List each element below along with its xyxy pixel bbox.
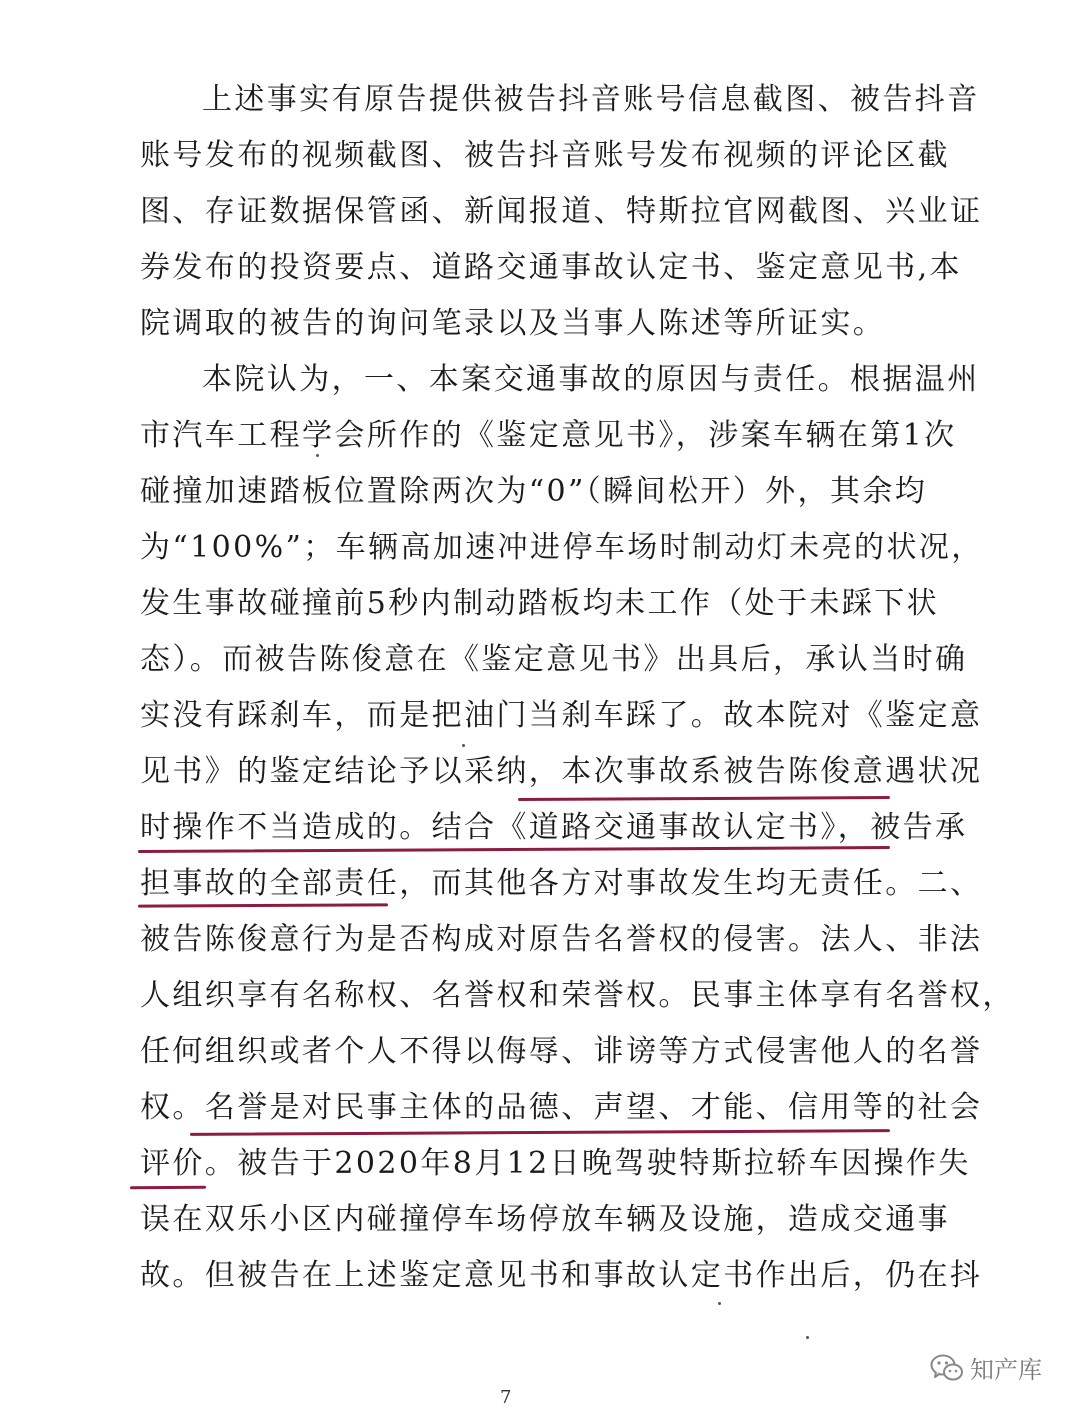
text-line-11: 态）。而被告陈俊意在《鉴定意见书》出具后，承认当时确 <box>140 642 968 677</box>
text-line-17: 人组织享有名称权、名誉权和荣誉权。民事主体享有名誉权， <box>140 978 1015 1013</box>
highlight-underline-4 <box>190 1129 890 1136</box>
scan-speck <box>316 454 319 457</box>
page-number: 7 <box>500 1387 512 1408</box>
watermark-text: 知产库 <box>970 1356 1042 1384</box>
scan-speck <box>462 744 465 747</box>
text-line-13: 见书》的鉴定结论予以采纳，本次事故系被告陈俊意遇状况 <box>140 754 983 789</box>
text-line-12: 实没有踩刹车，而是把油门当刹车踩了。故本院对《鉴定意 <box>140 698 983 733</box>
scan-speck <box>806 1336 809 1339</box>
scan-speck <box>718 1302 721 1305</box>
text-line-2: 账号发布的视频截图、被告抖音账号发布视频的评论区截 <box>140 138 950 173</box>
text-line-19: 权。名誉是对民事主体的品德、声望、才能、信用等的社会 <box>140 1090 983 1125</box>
text-line-18: 任何组织或者个人不得以侮辱、诽谤等方式侵害他人的名誉 <box>140 1034 983 1069</box>
text-line-8: 碰撞加速踏板位置除两次为“0”（瞬间松开）外，其余均 <box>140 474 928 509</box>
highlight-underline-5 <box>130 1186 206 1189</box>
text-line-6: 本院认为，一、本案交通事故的原因与责任。根据温州 <box>202 362 980 397</box>
text-line-16: 被告陈俊意行为是否构成对原告名誉权的侵害。法人、非法 <box>140 922 983 957</box>
text-line-14: 时操作不当造成的。结合《道路交通事故认定书》，被告承 <box>140 810 968 845</box>
highlight-underline-3 <box>138 903 388 907</box>
watermark <box>930 1350 1042 1385</box>
text-line-3: 图、存证数据保管函、新闻报道、特斯拉官网截图、兴业证 <box>140 194 983 229</box>
text-line-1: 上述事实有原告提供被告抖音账号信息截图、被告抖音 <box>202 82 980 117</box>
highlight-underline-1 <box>518 796 890 801</box>
text-line-7: 市汽车工程学会所作的《鉴定意见书》，涉案车辆在第1次 <box>140 418 957 453</box>
text-line-9: 为“100%”；车辆高加速冲进停车场时制动灯未亮的状况， <box>140 530 984 565</box>
text-line-15: 担事故的全部责任，而其他各方对事故发生均无责任。二、 <box>140 866 983 901</box>
text-line-4: 券发布的投资要点、道路交通事故认定书、鉴定意见书,本 <box>140 250 962 285</box>
text-line-20: 评价。被告于2020年8月12日晚驾驶特斯拉轿车因操作失 <box>140 1146 971 1181</box>
text-line-5: 院调取的被告的询问笔录以及当事人陈述等所证实。 <box>140 306 886 341</box>
text-line-22: 故。但被告在上述鉴定意见书和事故认定书作出后，仍在抖 <box>140 1258 983 1293</box>
wechat-icon <box>930 1353 964 1383</box>
text-line-21: 误在双乐小区内碰撞停车场停放车辆及设施，造成交通事 <box>140 1202 950 1237</box>
text-line-10: 发生事故碰撞前5秒内制动踏板均未工作（处于未踩下状 <box>140 586 940 621</box>
